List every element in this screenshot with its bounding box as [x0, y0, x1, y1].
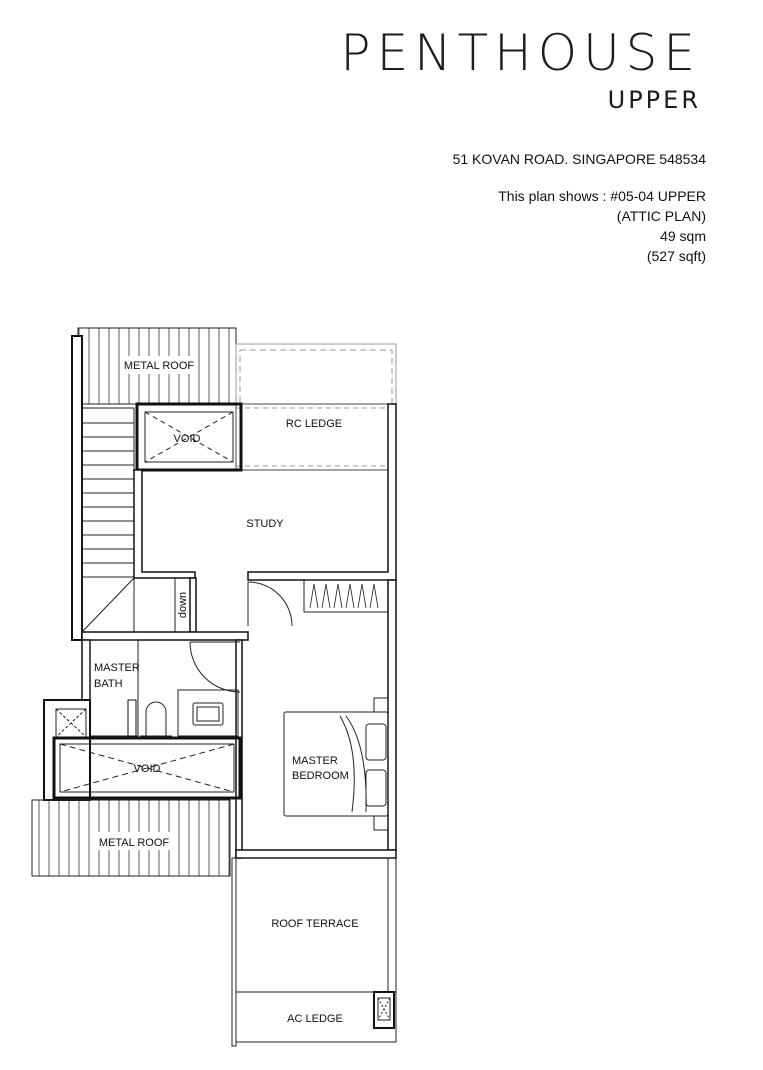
label-roof-terrace: ROOF TERRACE [271, 918, 359, 930]
label-master-bath-line2: BATH [94, 678, 123, 690]
address: 51 KOVAN ROAD. SINGAPORE 548534 [452, 151, 706, 167]
label-ac-ledge: AC LEDGE [287, 1013, 343, 1025]
plan-unit-line: This plan shows : #05-04 UPPER [498, 188, 706, 204]
label-master-bedroom-line2: BEDROOM [292, 770, 349, 782]
plan-area-sqft: (527 sqft) [646, 248, 706, 264]
page-title: PENTHOUSE [340, 24, 701, 82]
label-void-bottom: VOID [133, 763, 161, 775]
page-subtitle: UPPER [607, 86, 701, 114]
plan-area-sqm: 49 sqm [660, 228, 706, 244]
wardrobe [304, 580, 388, 612]
study-door [248, 582, 292, 626]
label-study: STUDY [246, 518, 284, 530]
label-void-top: VOID [173, 433, 201, 445]
label-metal-roof-top: METAL ROOF [123, 360, 195, 372]
plan-type-line: (ATTIC PLAN) [616, 208, 706, 224]
label-rc-ledge: RC LEDGE [285, 418, 343, 430]
label-metal-roof-bottom: METAL ROOF [98, 837, 170, 849]
label-stair-down: down [177, 591, 189, 619]
label-master-bath-line1: MASTER [94, 662, 140, 674]
rc-ledge-area [236, 344, 396, 470]
label-master-bedroom-line1: MASTER [292, 755, 338, 767]
